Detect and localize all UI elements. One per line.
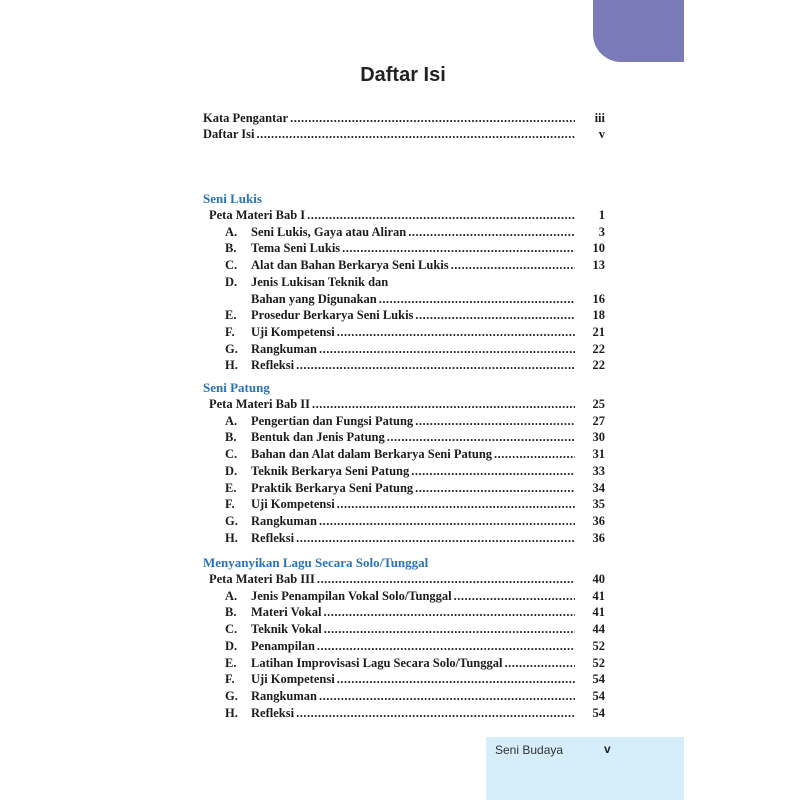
toc-item <box>225 655 605 672</box>
toc-item-label: Peta Materi Bab I <box>209 208 306 222</box>
toc-front-entry <box>203 127 605 143</box>
toc-item-letter: C. <box>225 258 238 273</box>
dot-leader <box>454 589 575 604</box>
toc-item-letter: E. <box>225 480 237 495</box>
toc-item-label: Rangkuman <box>251 513 317 528</box>
dot-leader <box>296 706 575 721</box>
toc-item-letter: C. <box>225 622 238 637</box>
dot-leader <box>451 258 575 273</box>
dot-leader <box>379 292 575 307</box>
toc-item-label: Daftar Isi <box>203 127 255 141</box>
toc-item-letter: B. <box>225 430 237 445</box>
dot-leader <box>317 572 575 587</box>
page-title: Daftar Isi <box>360 64 446 86</box>
toc-page-number: 54 <box>592 688 605 703</box>
dot-leader <box>337 325 575 340</box>
dot-leader <box>411 464 575 479</box>
dot-leader <box>337 497 575 512</box>
toc-item <box>225 705 605 722</box>
toc-item-label: Teknik Vokal <box>251 622 322 637</box>
toc-item-letter: H. <box>225 358 238 373</box>
toc-page-number: v <box>598 127 605 141</box>
toc-item-label: Uji Kompetensi <box>251 497 335 512</box>
toc-item <box>225 430 605 446</box>
dot-leader <box>290 111 575 126</box>
toc-page-number: 35 <box>592 497 605 512</box>
dot-leader <box>296 358 575 373</box>
toc-page-number: 22 <box>592 358 605 373</box>
toc-item-label: Praktik Berkarya Seni Patung <box>251 480 414 495</box>
dot-leader <box>415 481 575 496</box>
toc-item-label: Rangkuman <box>251 688 317 703</box>
toc-item-label: Bahan dan Alat dalam Berkarya Seni Patung <box>251 447 493 462</box>
toc-page-number: 10 <box>592 241 605 256</box>
toc-item-label: Bentuk dan Jenis Patung <box>251 430 385 445</box>
toc-page-number: 33 <box>592 463 605 478</box>
toc-page-number: 41 <box>592 588 605 603</box>
toc-page-number: 40 <box>592 572 605 586</box>
toc-item <box>225 358 605 374</box>
toc-page-number: 52 <box>592 655 605 670</box>
toc-item <box>225 513 605 530</box>
toc-item-label: Peta Materi Bab II <box>209 397 311 411</box>
dot-leader <box>387 430 575 445</box>
toc-page-number: 27 <box>592 413 605 428</box>
toc-item-letter: A. <box>225 224 238 239</box>
toc-item <box>225 622 605 638</box>
dot-leader <box>307 208 575 223</box>
toc-page-number: 22 <box>592 341 605 356</box>
toc-item-letter: D. <box>225 463 238 478</box>
dot-leader <box>296 531 575 546</box>
toc-item-letter: D. <box>225 274 238 289</box>
toc-item <box>225 530 605 547</box>
toc-item-label: Teknik Berkarya Seni Patung <box>251 463 410 478</box>
toc-item-label: Jenis Penampilan Vokal Solo/Tunggal <box>251 588 452 603</box>
toc-item-letter: B. <box>225 241 237 256</box>
toc-item-label: Peta Materi Bab III <box>209 572 315 586</box>
dot-leader <box>317 639 575 654</box>
footer-page-number: v <box>604 742 611 756</box>
toc-page-number: 16 <box>592 291 605 306</box>
toc-item-label: Uji Kompetensi <box>251 324 335 339</box>
dot-leader <box>408 225 575 240</box>
chapter-heading: Seni Patung <box>203 380 270 395</box>
dot-leader <box>415 308 575 323</box>
toc-item-letter: G. <box>225 688 238 703</box>
toc-page-number: 1 <box>598 208 605 222</box>
dot-leader <box>494 447 575 462</box>
toc-page-number: 18 <box>592 308 605 323</box>
toc-item-label: Seni Lukis, Gaya atau Aliran <box>251 224 407 239</box>
toc-chapter-map-entry <box>209 208 605 224</box>
toc-item <box>225 605 605 621</box>
toc-item-label: Jenis Lukisan Teknik dan <box>251 274 389 289</box>
toc-page-number: 30 <box>592 430 605 445</box>
toc-item-continuation <box>251 291 605 308</box>
dot-leader <box>337 672 575 687</box>
toc-item <box>225 480 605 497</box>
toc-page-number: 41 <box>592 605 605 620</box>
toc-item <box>225 258 605 274</box>
toc-item-letter: C. <box>225 447 238 462</box>
toc-item-label: Refleksi <box>251 705 295 720</box>
dot-leader <box>415 414 575 429</box>
toc-front-entry <box>203 111 605 127</box>
toc-page-number: 36 <box>592 513 605 528</box>
toc-item-label: Pengertian dan Fungsi Patung <box>251 413 414 428</box>
toc-page-number: 13 <box>592 258 605 273</box>
toc-page-number: 3 <box>598 224 605 239</box>
toc-page-number: iii <box>594 111 605 125</box>
dot-leader <box>504 656 575 671</box>
dot-leader <box>312 397 575 412</box>
toc-item <box>225 308 605 324</box>
toc-item-letter: A. <box>225 413 238 428</box>
toc-item <box>225 497 605 513</box>
toc-page-number: 54 <box>592 672 605 687</box>
toc-item-label: Kata Pengantar <box>203 111 289 125</box>
toc-item-label: Materi Vokal <box>251 605 322 620</box>
toc-item-label: Alat dan Bahan Berkarya Seni Lukis <box>251 258 449 273</box>
toc-item-letter: E. <box>225 655 237 670</box>
dot-leader <box>319 514 575 529</box>
toc-page-number: 31 <box>592 447 605 462</box>
dot-leader <box>324 622 575 637</box>
toc-item-label: Refleksi <box>251 530 295 545</box>
toc-item-label: Rangkuman <box>251 341 317 356</box>
toc-item-label: Prosedur Berkarya Seni Lukis <box>251 308 414 323</box>
toc-item <box>225 413 605 430</box>
toc-item-label: Uji Kompetensi <box>251 672 335 687</box>
toc-page-number: 44 <box>592 622 605 637</box>
toc-item <box>225 224 605 241</box>
toc-item-letter: A. <box>225 588 238 603</box>
toc-item-letter: D. <box>225 638 238 653</box>
toc-item <box>225 241 605 257</box>
toc-page-number: 52 <box>592 638 605 653</box>
toc-item <box>225 588 605 605</box>
dot-leader <box>319 689 575 704</box>
toc-item-label: Refleksi <box>251 358 295 373</box>
toc-item-label: Tema Seni Lukis <box>251 241 341 256</box>
toc-page-number: 21 <box>592 324 605 339</box>
dot-leader <box>323 605 575 620</box>
toc-item-letter: G. <box>225 513 238 528</box>
toc-item-letter: E. <box>225 308 237 323</box>
toc-item-label: Penampilan <box>251 638 315 653</box>
toc-item <box>225 672 605 688</box>
toc-item <box>225 638 605 655</box>
toc-page-number: 36 <box>592 530 605 545</box>
toc-item <box>225 463 605 480</box>
toc-item-first-line <box>225 275 388 291</box>
chapter-heading: Menyanyikan Lagu Secara Solo/Tunggal <box>203 555 429 570</box>
footer-book-title: Seni Budaya <box>495 743 564 757</box>
toc-item <box>225 447 605 463</box>
toc-page-number: 54 <box>592 705 605 720</box>
toc-item <box>225 688 605 705</box>
dot-leader <box>319 342 575 357</box>
toc-item-letter: H. <box>225 530 238 545</box>
toc-page-number: 25 <box>592 397 605 411</box>
toc-item-letter: G. <box>225 341 238 356</box>
toc-item-letter: F. <box>225 324 235 339</box>
toc-item-letter: F. <box>225 672 235 687</box>
dot-leader <box>257 127 575 142</box>
toc-item <box>225 341 605 358</box>
toc-item-label: Latihan Improvisasi Lagu Secara Solo/Tunggal <box>251 655 503 670</box>
toc-item-letter: B. <box>225 605 237 620</box>
chapter-heading: Seni Lukis <box>203 191 262 206</box>
dot-leader <box>342 241 575 256</box>
toc-page-number: 34 <box>592 480 605 495</box>
toc-item-letter: H. <box>225 705 238 720</box>
toc-item-letter: F. <box>225 497 235 512</box>
toc-chapter-map-entry <box>209 572 605 588</box>
toc-item <box>225 324 605 341</box>
toc-chapter-map-entry <box>209 397 605 413</box>
toc-item-label: Bahan yang Digunakan <box>251 291 377 306</box>
